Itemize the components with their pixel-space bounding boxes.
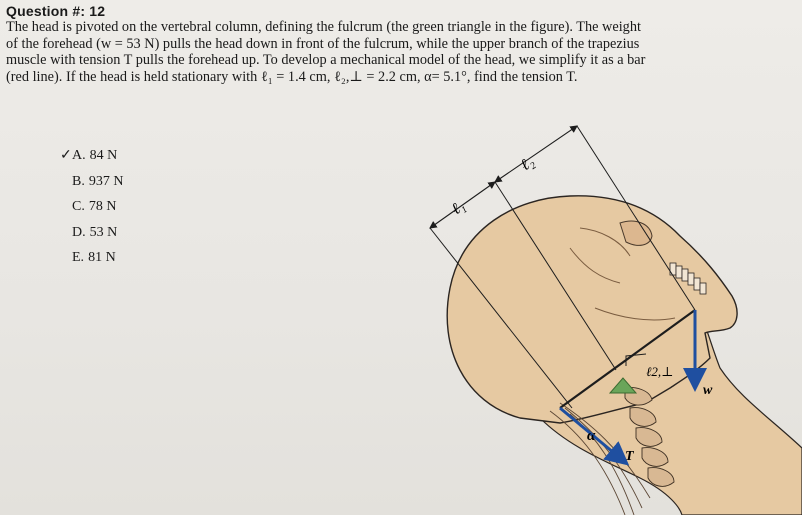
choice-text: 84 N xyxy=(89,148,118,163)
choice-text: 53 N xyxy=(89,224,118,240)
dimension-l2-line xyxy=(495,126,577,182)
choice-a[interactable] xyxy=(60,146,123,172)
label-w: w xyxy=(703,383,713,398)
choice-letter: A. xyxy=(72,148,86,163)
choice-text: 81 N xyxy=(88,250,116,265)
head-lever-figure xyxy=(420,118,802,515)
choice-e[interactable] xyxy=(60,248,123,274)
choice-c[interactable] xyxy=(60,197,123,223)
label-l2-perp: ℓ2,⊥ xyxy=(646,364,674,379)
choice-text: 937 N xyxy=(88,173,124,189)
question-line: of the forehead (w = 53 N) pulls the head down in front of the fulcrum, while the upper branch of the trapezius xyxy=(6,35,640,52)
question-number: Question #: 12 xyxy=(6,3,106,19)
label-l1: ℓ₁ xyxy=(448,197,469,219)
question-line: muscle with tension T pulls the forehead up. To develop a mechanical model of the head, we simplify it as a bar xyxy=(6,52,646,68)
question-body xyxy=(6,19,796,85)
label-l2: ℓ₂ xyxy=(517,153,538,175)
choice-letter: D. xyxy=(72,224,86,240)
question-line: (red line). If the head is held stationary with ℓ₁ = 1.4 cm, ℓ₂,⊥ = 2.2 cm, α= 5.1°, find the tension T. xyxy=(6,68,578,85)
label-alpha: α xyxy=(587,428,596,444)
choice-letter: B. xyxy=(72,173,85,189)
answer-choices xyxy=(60,146,123,274)
choice-letter: C. xyxy=(72,199,85,214)
choice-text: 78 N xyxy=(88,199,117,214)
choice-letter: E. xyxy=(72,250,85,265)
label-T: T xyxy=(625,449,634,464)
question-line: The head is pivoted on the vertebral column, defining the fulcrum (the green triangle in the figure). The weight xyxy=(6,19,641,35)
checkmark-icon: ✓ xyxy=(60,148,72,163)
choice-d[interactable] xyxy=(60,223,123,249)
choice-b[interactable] xyxy=(60,172,123,198)
